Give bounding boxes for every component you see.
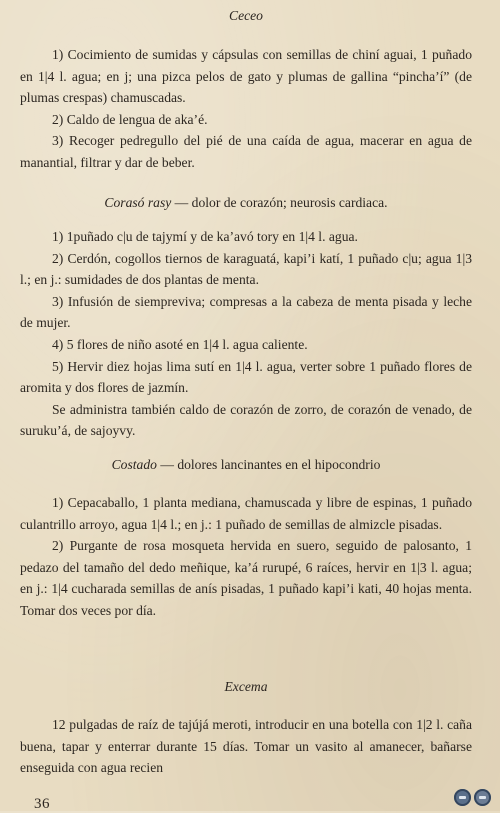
ceceo-remedy-1: 1) Cocimiento de sumidas y cápsulas con semillas de chiní aguai, 1 puñado en 1|4 l. agua; en j; una pizca pelos de gato y plumas de gallina “pincha’í” (de plumas crespas) chamuscadas. — [20, 47, 472, 106]
excema-heading — [20, 677, 472, 697]
coraso-remedy-4: 4) 5 flores de niño asoté en 1|4 l. agua caliente. — [52, 336, 308, 352]
coraso-heading — [20, 193, 472, 213]
ceceo-remedy-2: 2) Caldo de lengua de aka’é. — [52, 111, 208, 127]
costado-heading — [20, 455, 472, 475]
running-header — [20, 6, 472, 26]
coraso-remedy-5: 5) Hervir diez hojas lima sutí en 1|4 l. agua, verter sobre 1 puñado flores de aromita y dos flores de jazmín. — [20, 358, 472, 396]
excema-remedy-1: 12 pulgadas de raíz de tajújá meroti, introducir en una botella con 1|2 l. caña buena, tapar y enterrar durante 15 días. Tomar un vasito al amanecer, bañarse enseguida con agua recien — [20, 717, 472, 776]
coraso-section — [20, 226, 472, 442]
watermark-left-icon — [454, 789, 471, 806]
excema-section — [20, 714, 472, 779]
costado-section — [20, 492, 472, 622]
costado-remedy-1: 1) Cepacaballo, 1 planta mediana, chamuscada y libre de espinas, 1 puñado culantrillo arroyo, agua 1|4 l.; en j.: 1 puñado de semillas de almizcle pisadas. — [20, 495, 472, 532]
coraso-remedy-2: 2) Cerdón, cogollos tiernos de karaguatá, kapi’i katí, 1 puñado c|u; agua 1|3 l.; en j.: sumidades de dos plantas de menta. — [20, 250, 472, 288]
coraso-remedy-1: 1) 1puñado c|u de tajymí y de ka’avó tory en 1|4 l. agua. — [52, 229, 358, 244]
coraso-subtitle: — dolor de corazón; neurosis cardiaca. — [171, 195, 388, 210]
running-header-title: Ceceo — [229, 8, 263, 23]
costado-subtitle: — dolores lancinantes en el hipocondrio — [156, 457, 381, 472]
ceceo-remedy-3: 3) Recoger pedregullo del pié de una caída de agua, macerar en agua de manantial, filtrar y dar de beber. — [20, 133, 472, 170]
costado-title: Costado — [111, 457, 157, 472]
coraso-remedy-3: 3) Infusión de siempreviva; compresas a la cabeza de menta pisada y leche de mujer. — [20, 293, 472, 331]
page-number: 36 — [34, 796, 50, 812]
watermark-right-icon — [474, 789, 491, 806]
ceceo-section — [20, 44, 472, 174]
excema-title: Excema — [224, 679, 268, 694]
scan-watermark-logo — [454, 789, 492, 807]
coraso-title: Corasó rasy — [104, 195, 172, 210]
coraso-note: Se administra también caldo de corazón de zorro, de corazón de venado, de suruku’á, de sajoyvy. — [20, 401, 472, 439]
costado-remedy-2: 2) Purgante de rosa mosqueta hervida en suero, seguido de palosanto, 1 pedazo del tamaño del dedo meñique, ka’á rurupé, 6 raíces, hervir en 1|3 l. agua; en j.: 1|4 cucharada semillas de anís pisadas, 1 puñado kapi’i kati, 40 hojas menta. Tomar dos veces por día. — [20, 538, 472, 618]
